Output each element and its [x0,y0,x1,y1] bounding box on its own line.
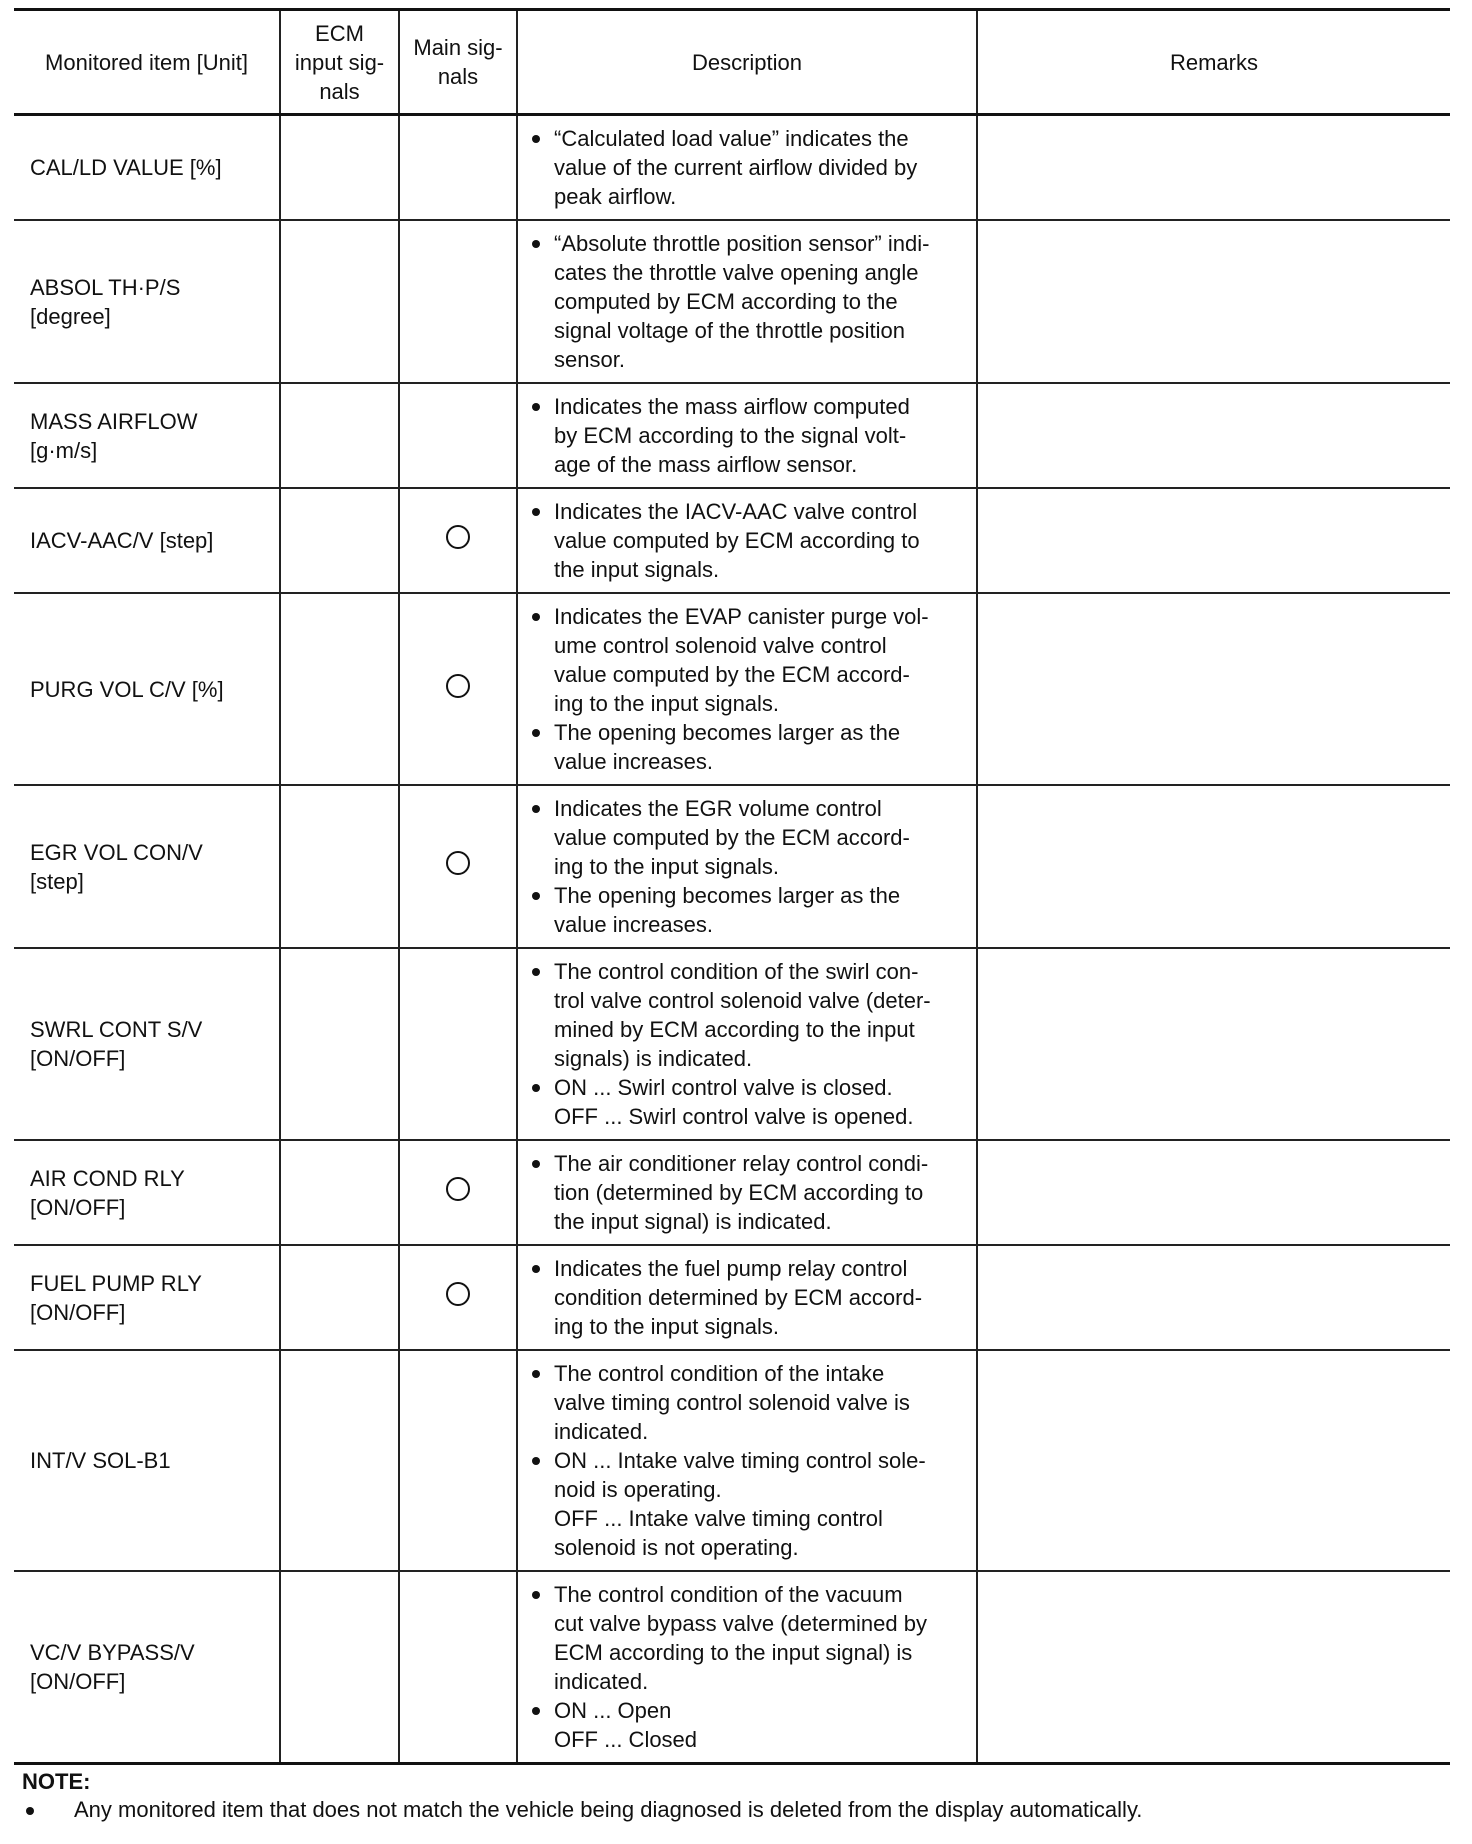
description-cell [517,383,977,488]
description-cell [517,1140,977,1245]
ecm-input-signal-cell [280,115,399,221]
ecm-input-signal-cell [280,593,399,785]
description-bullet-list [528,497,968,584]
main-signal-cell [399,785,517,948]
description-bullet-list [528,229,968,374]
ecm-input-signal-cell [280,488,399,593]
description-cell [517,115,977,221]
circle-mark-icon [446,674,470,698]
description-bullet: The opening becomes larger as the value increases. [528,881,968,939]
circle-mark-icon [446,1282,470,1306]
monitored-item-cell: CAL/LD VALUE [%] [14,115,280,221]
description-bullet: Indicates the mass airflow computed by ECM according to the signal volt- age of the mass airflow sensor. [528,392,968,479]
main-signal-cell [399,220,517,383]
ecm-input-signal-cell [280,383,399,488]
header-main-signals: Main sig- nals [399,10,517,115]
table-row [14,785,1450,948]
table-row [14,1571,1450,1764]
description-cell [517,785,977,948]
main-signal-cell [399,593,517,785]
table-body [14,115,1450,1764]
description-bullet: ON ... Open OFF ... Closed [528,1696,968,1754]
description-bullet: The control condition of the intake valve timing control solenoid valve is indicated. [528,1359,968,1446]
remarks-cell [977,785,1450,948]
description-cell [517,488,977,593]
description-cell [517,593,977,785]
table-header-row [14,10,1450,115]
note-text: Any monitored item that does not match the vehicle being diagnosed is deleted from the display automatically. [74,1797,1143,1822]
description-bullet: Indicates the IACV-AAC valve control value computed by ECM according to the input signals. [528,497,968,584]
description-bullet-list [528,1254,968,1341]
table-row [14,1140,1450,1245]
description-bullet-list [528,794,968,939]
ecm-input-signal-cell [280,1571,399,1764]
description-bullet: The air conditioner relay control condi- tion (determined by ECM according to the input signal) is indicated. [528,1149,968,1236]
table-row [14,488,1450,593]
main-signal-cell [399,115,517,221]
table-row [14,1245,1450,1350]
description-bullet-list [528,1149,968,1236]
header-description: Description [517,10,977,115]
monitored-item-cell: ABSOL TH·P/S [degree] [14,220,280,383]
ecm-input-signal-cell [280,948,399,1140]
main-signal-cell [399,948,517,1140]
main-signal-cell [399,1571,517,1764]
header-ecm-input-signals: ECM input sig- nals [280,10,399,115]
description-bullet-list [528,1359,968,1562]
remarks-cell [977,1350,1450,1571]
description-bullet: The control condition of the swirl con- trol valve control solenoid valve (deter- mined by ECM according to the input signals) is indicated. [528,957,968,1073]
description-cell [517,220,977,383]
monitored-item-cell: FUEL PUMP RLY [ON/OFF] [14,1245,280,1350]
note-title: NOTE: [22,1769,91,1794]
table-row [14,383,1450,488]
remarks-cell [977,115,1450,221]
description-cell [517,948,977,1140]
description-cell [517,1571,977,1764]
remarks-cell [977,1245,1450,1350]
remarks-cell [977,948,1450,1140]
monitored-items-table [14,8,1450,1765]
header-remarks: Remarks [977,10,1450,115]
table-row [14,593,1450,785]
circle-mark-icon [446,851,470,875]
remarks-cell [977,488,1450,593]
description-cell [517,1350,977,1571]
monitored-item-cell: VC/V BYPASS/V [ON/OFF] [14,1571,280,1764]
circle-mark-icon [446,525,470,549]
main-signal-cell [399,1140,517,1245]
description-bullet: The control condition of the vacuum cut valve bypass valve (determined by ECM according to the input signal) is indicated. [528,1580,968,1696]
monitored-item-cell: SWRL CONT S/V [ON/OFF] [14,948,280,1140]
monitored-item-cell: AIR COND RLY [ON/OFF] [14,1140,280,1245]
ecm-input-signal-cell [280,1140,399,1245]
header-monitored-item: Monitored item [Unit] [14,10,280,115]
description-bullet: ON ... Swirl control valve is closed. OFF ... Swirl control valve is opened. [528,1073,968,1131]
description-bullet: Indicates the fuel pump relay control condition determined by ECM accord- ing to the input signals. [528,1254,968,1341]
ecm-input-signal-cell [280,1350,399,1571]
remarks-cell [977,1140,1450,1245]
circle-mark-icon [446,1177,470,1201]
document-page [14,8,1450,1825]
monitored-item-cell: PURG VOL C/V [%] [14,593,280,785]
table-row [14,1350,1450,1571]
table-row [14,948,1450,1140]
description-bullet-list [528,602,968,776]
table-row [14,220,1450,383]
bullet-dot-icon [26,1807,34,1815]
ecm-input-signal-cell [280,785,399,948]
description-bullet: The opening becomes larger as the value increases. [528,718,968,776]
main-signal-cell [399,1350,517,1571]
description-bullet: Indicates the EGR volume control value computed by the ECM accord- ing to the input signals. [528,794,968,881]
ecm-input-signal-cell [280,1245,399,1350]
description-bullet-list [528,392,968,479]
monitored-item-cell: INT/V SOL-B1 [14,1350,280,1571]
main-signal-cell [399,1245,517,1350]
description-bullet-list [528,1580,968,1754]
ecm-input-signal-cell [280,220,399,383]
description-cell [517,1245,977,1350]
description-bullet: “Absolute throttle position sensor” indi- cates the throttle valve opening angle computed by ECM according to the signal voltage of the throttle position sensor. [528,229,968,374]
remarks-cell [977,383,1450,488]
note-item [14,1795,1450,1825]
remarks-cell [977,1571,1450,1764]
description-bullet: “Calculated load value” indicates the value of the current airflow divided by peak airflow. [528,124,968,211]
remarks-cell [977,220,1450,383]
remarks-cell [977,593,1450,785]
note-list [14,1795,1450,1825]
monitored-item-cell: IACV-AAC/V [step] [14,488,280,593]
monitored-item-cell: EGR VOL CON/V [step] [14,785,280,948]
description-bullet: Indicates the EVAP canister purge vol- ume control solenoid valve control value computed by the ECM accord- ing to the input signals. [528,602,968,718]
monitored-item-cell: MASS AIRFLOW [g·m/s] [14,383,280,488]
main-signal-cell [399,383,517,488]
description-bullet: ON ... Intake valve timing control sole- noid is operating. OFF ... Intake valve timing control solenoid is not operating. [528,1446,968,1562]
table-row [14,115,1450,221]
main-signal-cell [399,488,517,593]
description-bullet-list [528,124,968,211]
description-bullet-list [528,957,968,1131]
